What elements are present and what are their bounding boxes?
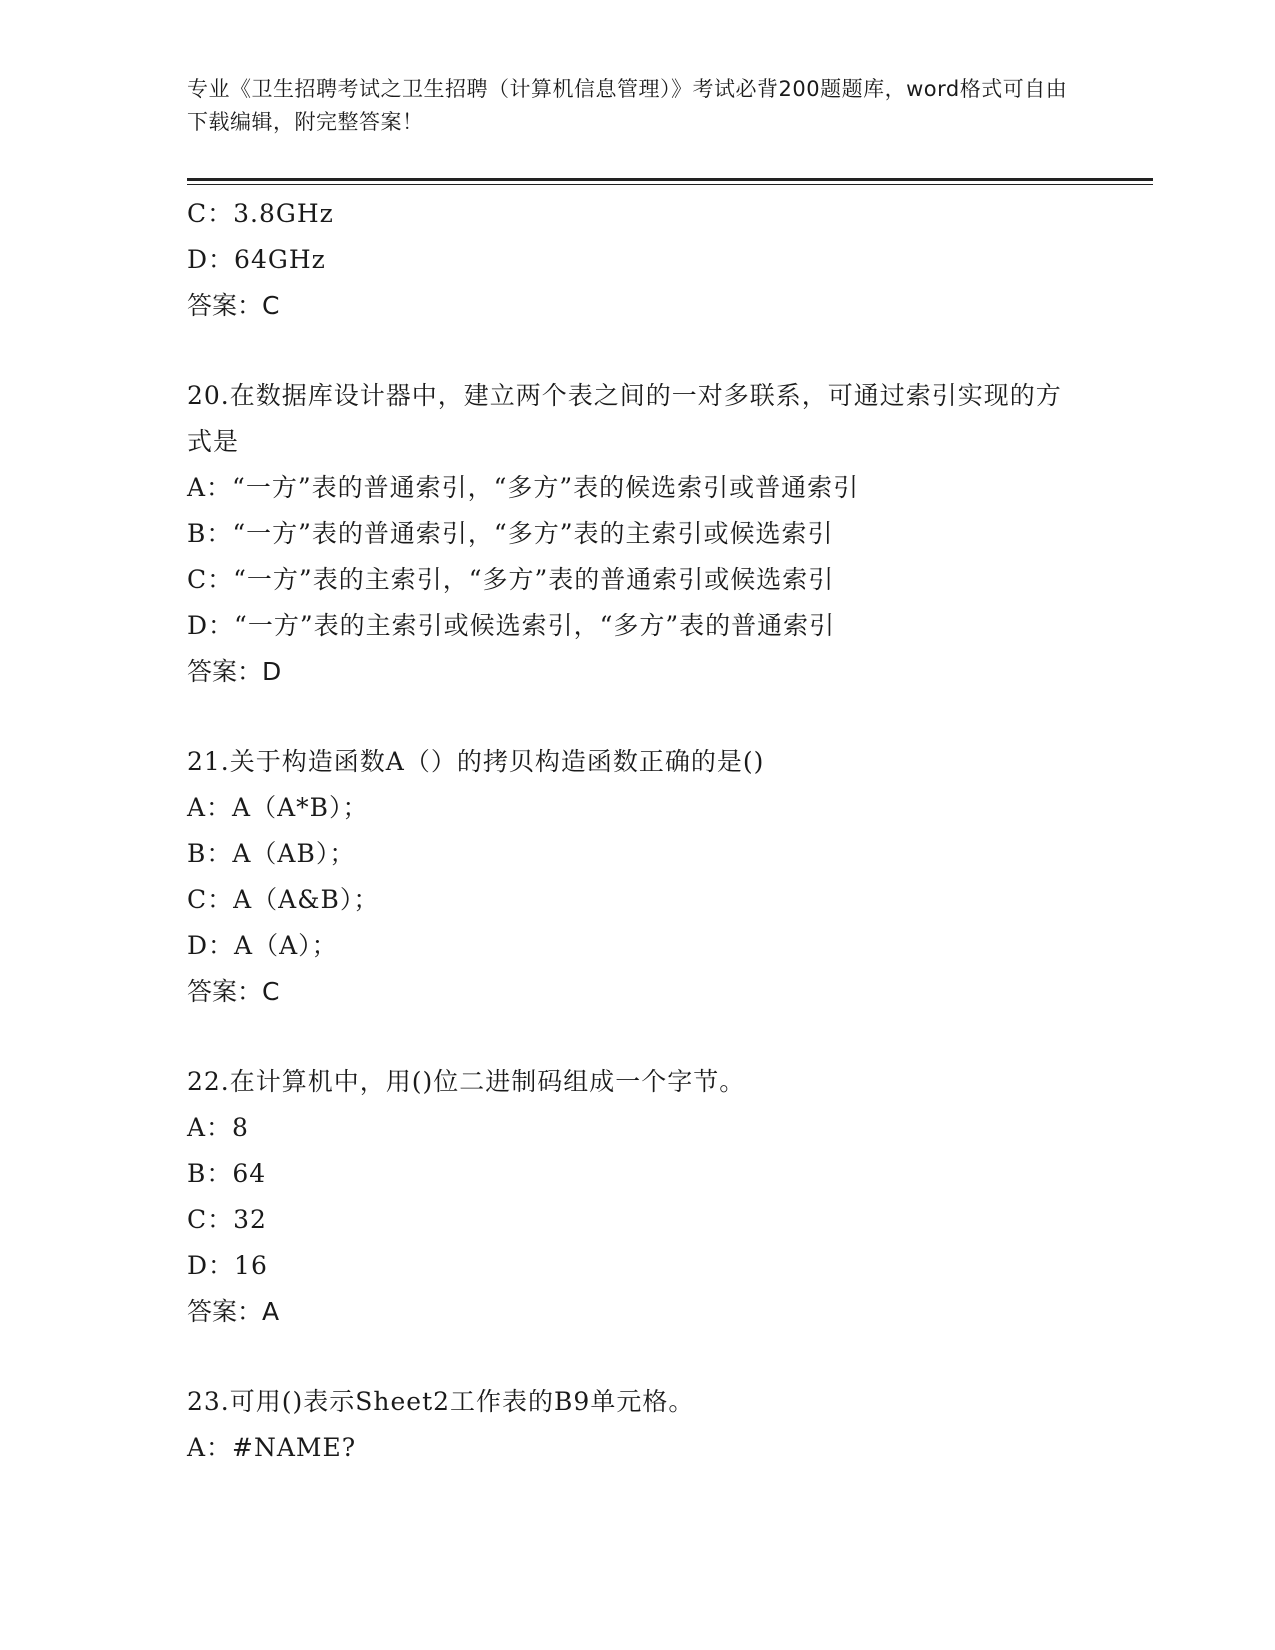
option-d: D：16 bbox=[187, 1251, 268, 1280]
question-text: 23.可用()表示Sheet2工作表的B9单元格。 bbox=[187, 1387, 695, 1416]
option-d: D：A（A）； bbox=[187, 931, 338, 960]
question-23 bbox=[187, 1379, 1087, 1471]
option-b: B：64 bbox=[187, 1159, 267, 1188]
header-rule-thin bbox=[187, 184, 1153, 185]
option-a: A：8 bbox=[187, 1113, 249, 1142]
option-d: D：“一方”表的主索引或候选索引，“多方”表的普通索引 bbox=[187, 611, 836, 640]
answer-line: 答案：D bbox=[187, 657, 282, 686]
previous-question-tail bbox=[187, 191, 1087, 329]
option-b: B：“一方”表的普通索引，“多方”表的主索引或候选索引 bbox=[187, 519, 834, 548]
question-22 bbox=[187, 1059, 1087, 1335]
option-b: B：A（AB）； bbox=[187, 839, 356, 868]
answer-line: 答案：C bbox=[187, 291, 280, 320]
question-text: 21.关于构造函数A（）的拷贝构造函数正确的是() bbox=[187, 747, 765, 776]
option-c: C：3.8GHz bbox=[187, 199, 334, 228]
option-a: A：#NAME? bbox=[187, 1433, 357, 1462]
question-text: 22.在计算机中，用()位二进制码组成一个字节。 bbox=[187, 1067, 746, 1096]
option-c: C：32 bbox=[187, 1205, 267, 1234]
answer-line: 答案：A bbox=[187, 1297, 280, 1326]
option-a: A：“一方”表的普通索引，“多方”表的候选索引或普通索引 bbox=[187, 473, 860, 502]
option-d: D：64GHz bbox=[187, 245, 326, 274]
answer-line: 答案：C bbox=[187, 977, 280, 1006]
document-body bbox=[187, 191, 1087, 1471]
header-rule-thick bbox=[187, 178, 1153, 181]
option-c: C：“一方”表的主索引，“多方”表的普通索引或候选索引 bbox=[187, 565, 835, 594]
option-c: C：A（A&B）； bbox=[187, 885, 380, 914]
option-a: A：A（A*B）； bbox=[187, 793, 369, 822]
question-20 bbox=[187, 373, 1087, 695]
question-21 bbox=[187, 739, 1087, 1015]
document-header: 专业《卫生招聘考试之卫生招聘（计算机信息管理）》考试必背200题题库，word格式可自由下载编辑，附完整答案！ bbox=[187, 77, 1068, 134]
question-text: 20.在数据库设计器中，建立两个表之间的一对多联系，可通过索引实现的方式是 bbox=[187, 381, 1062, 456]
